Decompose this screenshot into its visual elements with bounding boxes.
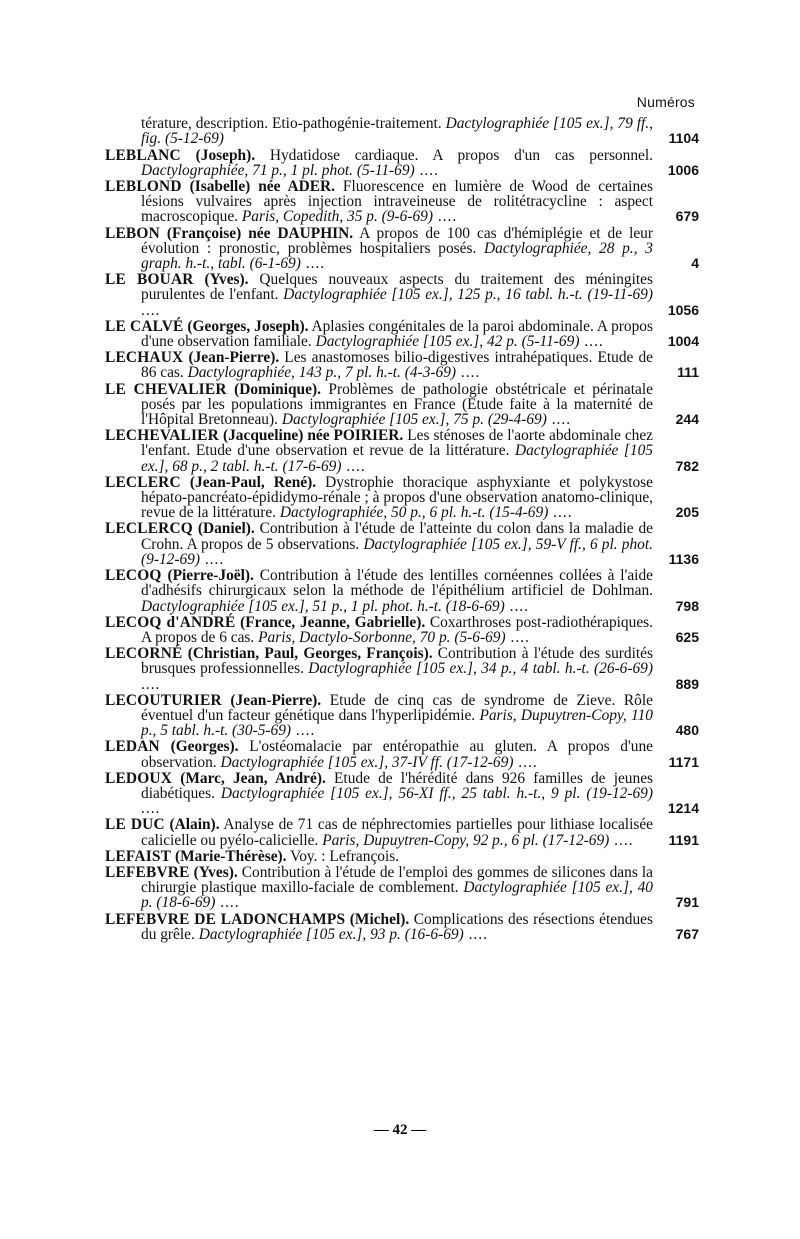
entry-title: Quelques nouveaux aspects du traitement des méningites purulentes de l'enfant. [141, 271, 653, 304]
dot-leader: .... [504, 597, 530, 615]
author-given-names: (Michel). [349, 910, 410, 928]
author-given-names: (Alain). [169, 816, 220, 834]
dot-leader: .... [456, 364, 481, 382]
entry-reference: Dactylographiée [105 ex.], 59-V ff., 6 pl. phot. (9-12-69) [141, 535, 653, 568]
index-entry [105, 349, 699, 382]
entry-number: 1214 [667, 800, 699, 817]
author-surname: LEFAIST [105, 847, 172, 865]
entry-title: térature, description. Etio-pathogénie-traitement. [141, 115, 442, 133]
author-given-names: (Georges, Joseph). [187, 317, 309, 335]
index-entry [105, 146, 699, 179]
author-surname: LECHAUX [105, 349, 184, 367]
index-entry [105, 271, 699, 319]
entry-continuation [105, 115, 699, 148]
entry-title: Analyse de 71 cas de néphrectomies partielles pour lithiase localisée calicielle ou pyélo-calicielle. [141, 816, 653, 849]
dot-leader: .... [341, 457, 366, 475]
index-entry [105, 178, 699, 226]
author-given-names: (Isabelle) née ADER. [189, 178, 335, 196]
index-entry [105, 691, 699, 740]
author-surname: LEDOUX [105, 769, 173, 787]
author-surname: LECHEVALIER [105, 427, 219, 445]
author-surname: LECLERCQ [105, 520, 193, 538]
dot-leader: .... [414, 161, 439, 179]
entry-reference: Dactylographiée [105 ex.], 51 p., 1 pl. phot. h.-t. (18-6-69) [141, 597, 505, 615]
author-given-names: (France, Jeanne, Gabrielle). [240, 613, 426, 631]
entry-number: 1104 [668, 130, 699, 147]
author-given-names: (Jacqueline) née POIRIER. [222, 427, 404, 445]
entry-title: Contribution à l'étude des surdités brusques professionnelles. [141, 645, 653, 678]
author-given-names: (Yves). [193, 863, 238, 881]
index-page [105, 94, 699, 943]
index-entry [105, 863, 699, 912]
index-entry [105, 567, 699, 615]
dot-leader: .... [609, 831, 634, 849]
entry-reference: Paris, Dactylo-Sorbonne, 70 p. (5-6-69) [258, 628, 506, 646]
entry-title: Aplasies congénitales de la paroi abdominale. A propos d'une observation familiale. [141, 317, 653, 351]
index-entry [105, 849, 695, 864]
entry-number: 1191 [668, 831, 699, 848]
index-entry [105, 645, 699, 693]
author-given-names: (Daniel). [197, 520, 255, 538]
dot-leader: .... [432, 208, 458, 226]
author-given-names: (Dominique). [234, 380, 321, 398]
entry-number: 798 [675, 597, 699, 614]
entry-reference: Dactylographiée, 28 p., 3 graph. h.-t., tabl. (6-1-69) [141, 239, 653, 273]
author-surname: LECORNÉ [105, 645, 183, 663]
author-given-names: (Jean-Pierre). [230, 691, 322, 709]
entry-number: 4 [691, 255, 699, 272]
author-surname: LEBON [105, 224, 160, 242]
entry-reference: Dactylographiée [105 ex.], 68 p., 2 tabl. h.-t. (17-6-69) [141, 442, 653, 475]
entry-title: Problèmes de pathologie obstétricale et périnatale posés par les populations immigrantes en France (Etude faite à la maternité de l'Hôpital Bretonneau). [141, 380, 653, 429]
entry-title: Etude de l'hérédité dans 926 familles de jeunes diabétiques. [141, 769, 654, 802]
dot-leader: .... [291, 722, 316, 740]
entry-reference: Dactylographiée [105 ex.], 125 p., 16 tabl. h.-t. (19-11-69) [283, 286, 653, 304]
entry-number: 1136 [668, 550, 699, 567]
entry-number: 782 [675, 457, 699, 474]
index-entry [105, 613, 699, 646]
entry-number: 1004 [667, 333, 699, 350]
entry-reference: Dactylographiée [105 ex.], 42 p. (5-11-69) [315, 333, 580, 351]
author-surname: LECLERC [105, 473, 181, 491]
author-given-names: (Jean-Paul, René). [189, 473, 317, 491]
author-surname: LE BOUAR [105, 271, 194, 289]
entry-reference: Dactylographiée [105 ex.], 93 p. (16-6-69) [198, 925, 464, 943]
author-given-names: (Pierre-Joël). [167, 567, 254, 585]
entry-number: 767 [675, 925, 699, 942]
entry-number: 889 [675, 675, 699, 692]
author-surname: LECOQ [105, 567, 162, 585]
dot-leader: .... [548, 504, 573, 522]
entry-number: 791 [675, 894, 699, 911]
dot-leader: .... [199, 550, 225, 568]
author-given-names: (Marc, Jean, André). [180, 769, 326, 787]
entry-number: 1171 [668, 753, 699, 770]
author-surname: LEBLANC [105, 146, 181, 164]
entry-reference: Dactylographiée [105 ex.], 79 ff., fig. (5-12-69) [141, 115, 653, 148]
author-surname: LE CALVÉ [105, 317, 184, 335]
entry-reference: Dactylographiée [105 ex.], 56-XI ff., 25 tabl. h.-t., 9 pl. (19-12-69) [220, 784, 653, 802]
entry-reference: Dactylographiée [105 ex.], 34 p., 4 tabl. h.-t. (26-6-69) [308, 660, 653, 678]
author-given-names: (Yves). [204, 271, 249, 289]
dot-leader: .... [579, 333, 604, 351]
entry-reference: Dactylographiée [105 ex.], 37-IV ff. (17-12-69) [220, 753, 514, 771]
entry-reference: Dactylographiée, 71 p., 1 pl. phot. (5-11-69) [141, 161, 415, 179]
index-entry [105, 769, 699, 818]
index-entry [105, 427, 699, 475]
entry-number: 480 [675, 722, 699, 739]
entry-number: 1056 [667, 301, 699, 318]
entry-number: 625 [675, 628, 699, 645]
entry-number: 1006 [667, 161, 699, 178]
entry-title: A propos de 100 cas d'hémiplégie et de leur évolution : pronostic, problèmes hospitaliers posés. [141, 224, 653, 257]
entry-number: 111 [677, 364, 699, 381]
entry-reference: Paris, Copedith, 35 p. (9-6-69) [241, 208, 433, 226]
author-given-names: (Françoise) née DAUPHIN. [166, 224, 354, 242]
entry-title: Coxarthroses post-radiothérapiques. A propos de 6 cas. [141, 613, 653, 646]
index-entry [105, 317, 699, 351]
author-surname: LE CHEVALIER [105, 380, 227, 398]
dot-leader: .... [215, 894, 240, 912]
dot-leader: .... [141, 675, 161, 693]
index-entry [105, 910, 699, 943]
entry-title: Complications des résections étendues du grêle. [141, 910, 653, 943]
entry-title: Contribution à l'étude des lentilles cornéennes collées à l'aide d'adhésifs chirurgicaux selon la méthode de l'épithélium artificiel de Dohlman. [141, 567, 653, 600]
entry-list [105, 115, 699, 943]
entry-reference: Paris, Dupuytren-Copy, 110 p., 5 tabl. h.-t. (30-5-69) [141, 706, 653, 740]
entry-title: Hydatidose cardiaque. A propos d'un cas personnel. [269, 146, 653, 164]
entry-title: Voy. : Lefrançois. [290, 847, 400, 865]
entry-reference: Paris, Dupuytren-Copy, 92 p., 6 pl. (17-12-69) [322, 831, 610, 849]
author-surname: LEBLOND [105, 178, 182, 196]
entry-title: Contribution à l'étude de l'atteinte du colon dans la maladie de Crohn. A propos de 5 observations. [141, 520, 653, 553]
author-surname: LEFEBVRE DE LADONCHAMPS [105, 910, 346, 928]
entry-title: L'ostéomalacie par entéropathie au gluten. A propos d'une observation. [141, 738, 653, 771]
entry-title: Etude de cinq cas de syndrome de Zieve. Rôle éventuel d'un facteur génétique dans l'hyperlipidémie. [141, 691, 653, 724]
entry-number: 244 [675, 411, 699, 428]
page-number: — 42 — [373, 1122, 427, 1138]
author-given-names: (Georges). [170, 738, 239, 756]
dot-leader: .... [141, 301, 161, 319]
author-surname: LEDAN [105, 738, 160, 756]
column-header-numeros: Numéros [636, 94, 695, 110]
entry-number: 205 [675, 504, 699, 521]
index-entry [105, 224, 699, 273]
entry-title: Contribution à l'étude de l'emploi des gommes de silicones dans la chirurgie plastique maxillo-faciale de comblement. [141, 863, 653, 897]
entry-title: Fluorescence en lumière de Wood de certaines lésions vulvaires après injection intraveineuse de rolitétracycline : aspect macroscopique. [141, 178, 653, 226]
entry-reference: Dactylographiée [105 ex.], 75 p. (29-4-69) [281, 411, 547, 429]
author-given-names: (Joseph). [195, 146, 256, 164]
entry-reference: Dactylographiée, 143 p., 7 pl. h.-t. (4-3-69) [187, 364, 457, 382]
dot-leader: .... [463, 925, 488, 943]
entry-title: Les anastomoses bilio-digestives intrahépatiques. Etude de 86 cas. [141, 349, 653, 382]
dot-leader: .... [505, 628, 530, 646]
dot-leader: .... [513, 753, 538, 771]
author-surname: LECOQ d'ANDRÉ [105, 613, 236, 631]
entry-title: Les sténoses de l'aorte abdominale chez l'enfant. Etude d'une observation et revue de la littérature. [141, 427, 654, 460]
entry-reference: Dactylographiée [105 ex.], 40 p. (18-6-69) [141, 879, 653, 912]
dot-leader: .... [546, 411, 572, 429]
index-entry [105, 816, 699, 849]
entry-reference: Dactylographiée, 50 p., 6 pl. h.-t. (15-4-69) [279, 504, 549, 522]
entry-number: 679 [675, 208, 699, 225]
author-given-names: (Christian, Paul, Georges, François). [187, 645, 433, 663]
author-surname: LEFEBVRE [105, 863, 190, 881]
index-entry [105, 738, 699, 771]
index-entry [105, 473, 699, 522]
author-surname: LECOUTURIER [105, 691, 222, 709]
author-given-names: (Jean-Pierre). [188, 349, 280, 367]
author-surname: LE DUC [105, 816, 165, 834]
entry-title: Dystrophie thoracique asphyxiante et polykystose hépato-pancréato-épididymo-rénale ; à propos d'une observation anatomo-clinique, revue de la littérature. [141, 473, 653, 522]
dot-leader: .... [141, 800, 161, 818]
index-entry [105, 380, 699, 429]
dot-leader: .... [300, 255, 326, 273]
index-entry [105, 520, 699, 568]
author-given-names: (Marie-Thérèse). [174, 847, 287, 865]
